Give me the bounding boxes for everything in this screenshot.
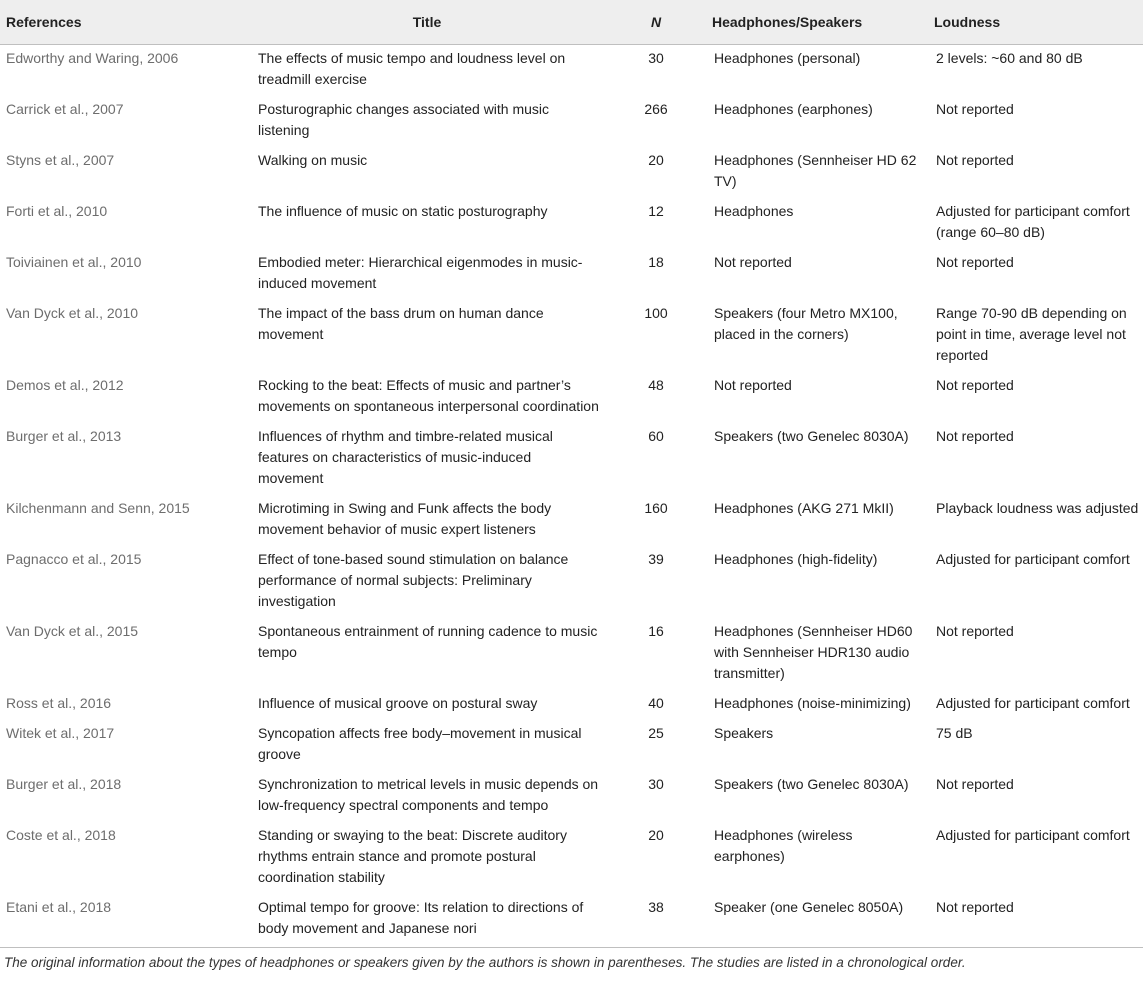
cell-n: 40 [648,695,664,711]
cell-reference: Etani et al., 2018 [0,894,248,948]
cell-n: 38 [606,894,706,948]
cell-loudness: Not reported [936,254,1014,270]
cell-loudness: Not reported [936,152,1014,168]
cell-headphones-speakers: Headphones (earphones) [714,101,873,117]
header-headphones-speakers: Headphones/Speakers [706,0,928,45]
cell-title: Microtiming in Swing and Funk affects the body movement behavior of music expert listeners [258,500,552,537]
cell-title: Effect of tone-based sound stimulation on balance performance of normal subjects: Preliminary investigation [258,551,569,609]
cell-n: 16 [648,623,664,639]
cell-n: 48 [648,377,664,393]
cell-loudness: Not reported [936,428,1014,444]
cell-reference: Toiviainen et al., 2010 [6,254,142,270]
table-row [0,198,1143,249]
cell-loudness: Adjusted for participant comfort [936,695,1130,711]
cell-n: 18 [648,254,664,270]
cell-n: 266 [644,101,668,117]
cell-headphones-speakers: Speakers (four Metro MX100, placed in the corners) [714,305,898,342]
header-row [0,0,1143,45]
cell-reference: Van Dyck et al., 2010 [6,305,139,321]
cell-n: 160 [644,500,668,516]
cell-title: The impact of the bass drum on human dance movement [258,305,544,342]
table-row [0,372,1143,423]
cell-title: Influences of rhythm and timbre-related musical features on characteristics of music-induced movement [258,428,553,486]
cell-title: Walking on music [258,152,368,168]
cell-title: Posturographic changes associated with music listening [258,101,550,138]
cell-title: Spontaneous entrainment of running cadence to music tempo [258,623,598,660]
cell-reference: Carrick et al., 2007 [6,101,124,117]
cell-reference: Ross et al., 2016 [6,695,112,711]
cell-headphones-speakers: Headphones [714,203,794,219]
cell-title: The effects of music tempo and loudness level on treadmill exercise [258,50,566,87]
header-title: Title [248,0,606,45]
table-header [0,0,1143,45]
cell-reference: Edworthy and Waring, 2006 [6,50,179,66]
table-row [0,894,1143,948]
table-row [0,618,1143,690]
cell-reference: Demos et al., 2012 [6,377,124,393]
cell-n: 20 [648,827,664,843]
cell-loudness: Adjusted for participant comfort [936,827,1130,843]
cell-title: Influence of musical groove on postural sway [258,695,538,711]
cell-reference: Burger et al., 2013 [6,428,122,444]
cell-n: 12 [648,203,664,219]
header-loudness: Loudness [928,0,1143,45]
header-n: N [606,0,706,45]
cell-reference: Pagnacco et al., 2015 [6,551,142,567]
cell-headphones-speakers: Headphones (high-fidelity) [714,551,878,567]
table-row [0,300,1143,372]
cell-reference: Styns et al., 2007 [6,152,115,168]
table-row [0,771,1143,822]
cell-loudness: Not reported [936,101,1014,117]
cell-headphones-speakers: Speakers (two Genelec 8030A) [714,428,909,444]
cell-loudness: 2 levels: ~60 and 80 dB [936,50,1083,66]
cell-headphones-speakers: Speaker (one Genelec 8050A) [706,894,928,948]
cell-loudness: Adjusted for participant comfort (range 60–80 dB) [936,203,1130,240]
cell-title: Standing or swaying to the beat: Discrete auditory rhythms entrain stance and promote postural coordination stability [258,827,567,885]
cell-n: 100 [644,305,668,321]
table-row [0,249,1143,300]
cell-title: Synchronization to metrical levels in music depends on low-frequency spectral components and tempo [258,776,599,813]
cell-headphones-speakers: Headphones (Sennheiser HD60 with Sennheiser HDR130 audio transmitter) [714,623,913,681]
cell-headphones-speakers: Headphones (personal) [714,50,861,66]
cell-title: Optimal tempo for groove: Its relation to directions of body movement and Japanese nori [248,894,606,948]
cell-title: Syncopation affects free body–movement in musical groove [258,725,582,762]
cell-loudness: Playback loudness was adjusted [936,500,1139,516]
table-row [0,546,1143,618]
cell-title: The influence of music on static posturography [258,203,548,219]
cell-headphones-speakers: Not reported [714,377,792,393]
cell-n: 60 [648,428,664,444]
cell-loudness: Not reported [928,894,1143,948]
cell-reference: Forti et al., 2010 [6,203,108,219]
table-row [0,45,1143,97]
cell-n: 30 [648,776,664,792]
cell-headphones-speakers: Headphones (AKG 271 MkII) [714,500,894,516]
cell-reference: Kilchenmann and Senn, 2015 [6,500,190,516]
table-row [0,690,1143,720]
cell-headphones-speakers: Speakers (two Genelec 8030A) [714,776,909,792]
cell-loudness: Range 70-90 dB depending on point in time, average level not reported [936,305,1127,363]
table-row [0,720,1143,771]
cell-headphones-speakers: Not reported [714,254,792,270]
cell-loudness: Not reported [936,377,1014,393]
table-body [0,45,1143,948]
table-row [0,147,1143,198]
cell-loudness: Adjusted for participant comfort [936,551,1130,567]
cell-title: Embodied meter: Hierarchical eigenmodes in music-induced movement [258,254,583,291]
cell-headphones-speakers: Speakers [714,725,774,741]
cell-n: 25 [648,725,664,741]
cell-n: 20 [648,152,664,168]
table-row [0,822,1143,894]
cell-reference: Van Dyck et al., 2015 [6,623,139,639]
table-footnote: The original information about the types of headphones or speakers given by the authors is shown in parentheses. The studies are listed in a chronological order. [4,955,966,970]
cell-loudness: 75 dB [936,725,973,741]
cell-title: Rocking to the beat: Effects of music and partner’s movements on spontaneous interpersonal coordination [258,377,599,414]
cell-loudness: Not reported [936,623,1014,639]
cell-headphones-speakers: Headphones (noise-minimizing) [714,695,911,711]
table-row [0,96,1143,147]
header-references: References [0,0,248,45]
cell-headphones-speakers: Headphones (Sennheiser HD 62 TV) [714,152,917,189]
cell-reference: Coste et al., 2018 [6,827,116,843]
cell-reference: Witek et al., 2017 [6,725,115,741]
cell-n: 30 [648,50,664,66]
table-row [0,423,1143,495]
table-row [0,495,1143,546]
cell-loudness: Not reported [936,776,1014,792]
cell-n: 39 [648,551,664,567]
cell-headphones-speakers: Headphones (wireless earphones) [714,827,853,864]
cell-reference: Burger et al., 2018 [6,776,122,792]
